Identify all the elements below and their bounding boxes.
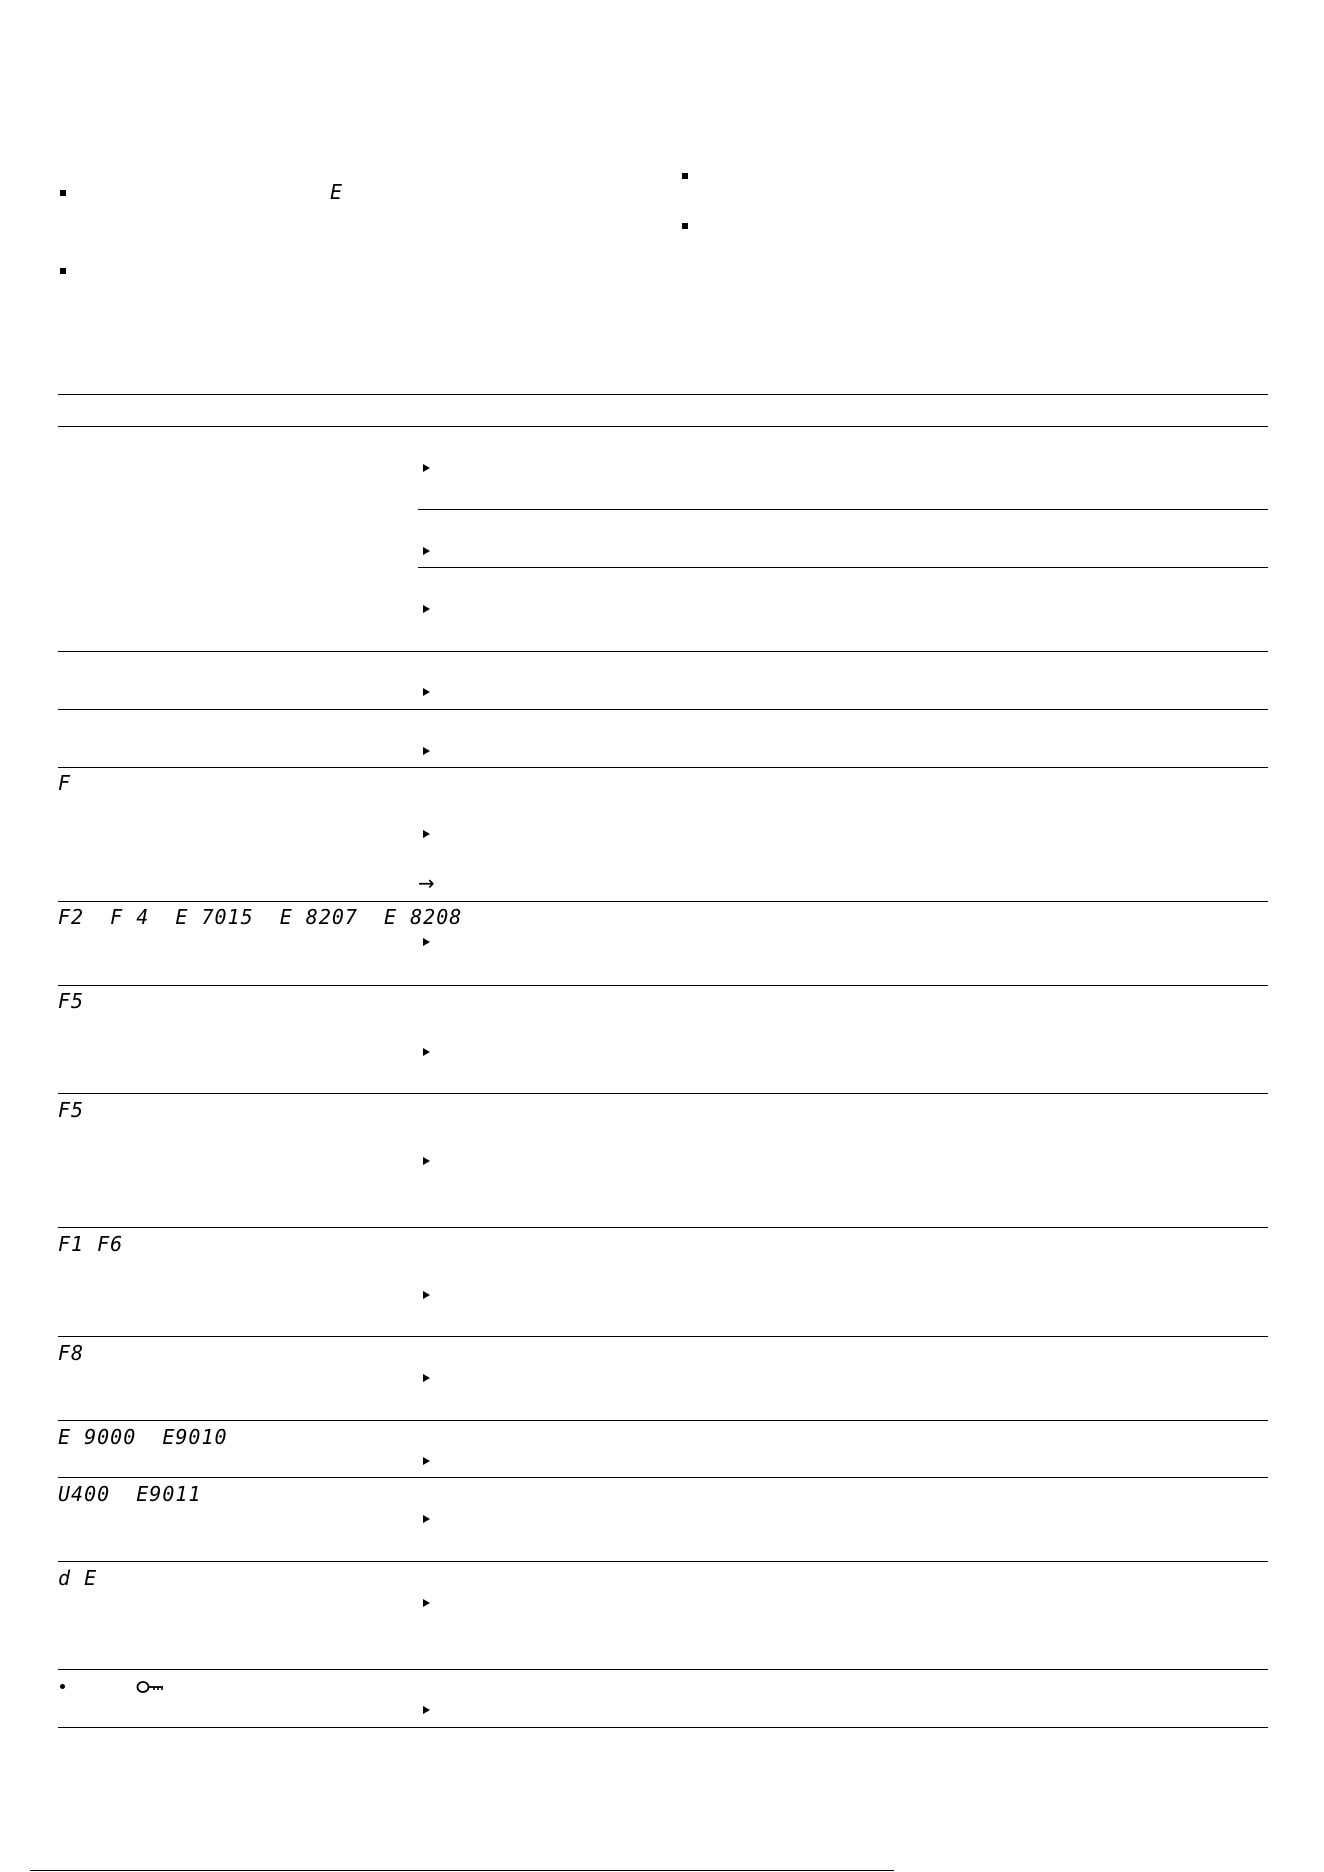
- triangle-right-icon: [423, 1457, 430, 1465]
- error-code: F5: [58, 989, 85, 1013]
- bullet-dot-icon: [60, 1684, 65, 1689]
- triangle-right-icon: [423, 1599, 430, 1607]
- row-rule: [58, 1093, 1268, 1094]
- error-code: F1 F6: [58, 1232, 124, 1256]
- error-code: F2 F 4 E 7015 E 8207 E 8208: [58, 905, 463, 929]
- error-code: F: [58, 771, 72, 795]
- table-header-rule: [58, 426, 1268, 427]
- triangle-right-icon: [423, 1291, 430, 1299]
- triangle-right-icon: [423, 830, 430, 838]
- error-code: F8: [58, 1341, 85, 1365]
- footer-rule: [30, 1870, 894, 1871]
- row-rule: [58, 1227, 1268, 1228]
- error-code: d E: [58, 1566, 98, 1590]
- key-icon: [136, 1679, 166, 1695]
- error-code: F5: [58, 1098, 85, 1122]
- sub-row-rule: [418, 509, 1268, 510]
- triangle-right-icon: [423, 1157, 430, 1165]
- display-code: E: [330, 180, 344, 204]
- row-rule: [58, 651, 1268, 652]
- triangle-right-icon: [423, 1374, 430, 1382]
- triangle-right-icon: [423, 1048, 430, 1056]
- error-code: E 9000 E9010: [58, 1425, 228, 1449]
- row-rule: [58, 1420, 1268, 1421]
- row-rule: [58, 985, 1268, 986]
- triangle-right-icon: [423, 1706, 430, 1714]
- row-rule: [58, 1669, 1268, 1670]
- sub-row-rule: [418, 567, 1268, 568]
- row-rule: [58, 1561, 1268, 1562]
- arrow-right-icon: →: [418, 871, 435, 895]
- triangle-right-icon: [423, 1515, 430, 1523]
- square-bullet-icon: [682, 223, 688, 229]
- triangle-right-icon: [423, 464, 430, 472]
- triangle-right-icon: [423, 747, 430, 755]
- triangle-right-icon: [423, 938, 430, 946]
- square-bullet-icon: [60, 190, 66, 196]
- row-rule: [58, 901, 1268, 902]
- row-rule: [58, 1477, 1268, 1478]
- error-code: U400 E9011: [58, 1482, 202, 1506]
- triangle-right-icon: [423, 605, 430, 613]
- square-bullet-icon: [682, 173, 688, 179]
- square-bullet-icon: [60, 268, 66, 274]
- triangle-right-icon: [423, 547, 430, 555]
- table-top-rule: [58, 394, 1268, 395]
- row-rule: [58, 1336, 1268, 1337]
- row-rule: [58, 767, 1268, 768]
- triangle-right-icon: [423, 688, 430, 696]
- row-rule: [58, 709, 1268, 710]
- table-bottom-rule: [58, 1727, 1268, 1728]
